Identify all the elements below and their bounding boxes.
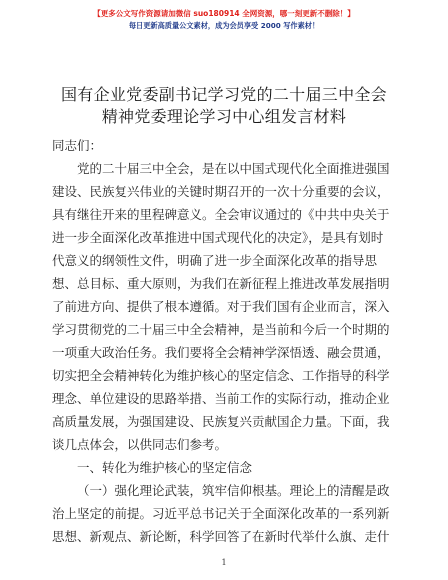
page-number: 1 [221, 558, 227, 567]
paragraph-line: 了前进方向、提供了根本遵循。对于我们国有企业而言，深入 [52, 299, 390, 314]
document-title-line-1: 国有企业党委副书记学习党的二十届三中全会 [60, 85, 387, 104]
paragraph-line: 学习贯彻党的二十届三中全会精神，是当前和今后一个时期的 [52, 322, 390, 337]
paragraph-line: 建设、民族复兴伟业的关键时期召开的一次十分重要的会议， [52, 184, 390, 199]
document-title-line-2: 精神党委理论学习中心组发言材料 [101, 107, 347, 126]
section-heading: 一、转化为维护核心的坚定信念 [77, 460, 253, 475]
paragraph-line: 思想、新观点、新论断，科学回答了在新时代举什么旗、走什 [52, 529, 390, 544]
paragraph-line: 具有继往开来的里程碑意义。全会审议通过的《中共中央关于 [52, 207, 390, 222]
paragraph-line: （一）强化理论武装，筑牢信仰根基。理论上的清醒是政 [77, 483, 390, 498]
paragraph-line: 进一步全面深化改革推进中国式现代化的决定》，是具有划时 [52, 230, 384, 245]
salutation: 同志们： [52, 138, 103, 153]
paragraph-line: 党的二十届三中全会，是在以中国式现代化全面推进强国 [77, 161, 390, 176]
paragraph-line: 治上坚定的前提。习近平总书记关于全面深化改革的一系列新 [52, 506, 390, 521]
paragraph-line: 切实把全会精神转化为维护核心的坚定信念、工作指导的科学 [52, 368, 390, 383]
promo-banner-line-1: 【更多公文写作资源请加微信 suo180914 全网资源，哪一刻更新不删除！】 [93, 9, 355, 18]
paragraph-line: 一项重大政治任务。我们要将全会精神学深悟透、融会贯通， [52, 345, 390, 360]
paragraph-line: 想、总目标、重大原则，为我们在新征程上推进改革发展指明 [52, 276, 390, 291]
paragraph-line: 高质量发展，为强国建设、民族复兴贡献国企力量。下面，我 [52, 414, 390, 429]
promo-banner-line-2: 每日更新高质量公文素材，成为会员享受 2000 写作素材！ [128, 21, 320, 30]
paragraph-line: 代意义的纲领性文件，明确了进一步全面深化改革的指导思 [52, 253, 378, 268]
paragraph-line: 谈几点体会，以供同志们参考。 [52, 437, 228, 452]
paragraph-line: 理念、单位建设的思路举措、当前工作的实际行动，推动企业 [52, 391, 390, 406]
document-body [52, 157, 396, 548]
